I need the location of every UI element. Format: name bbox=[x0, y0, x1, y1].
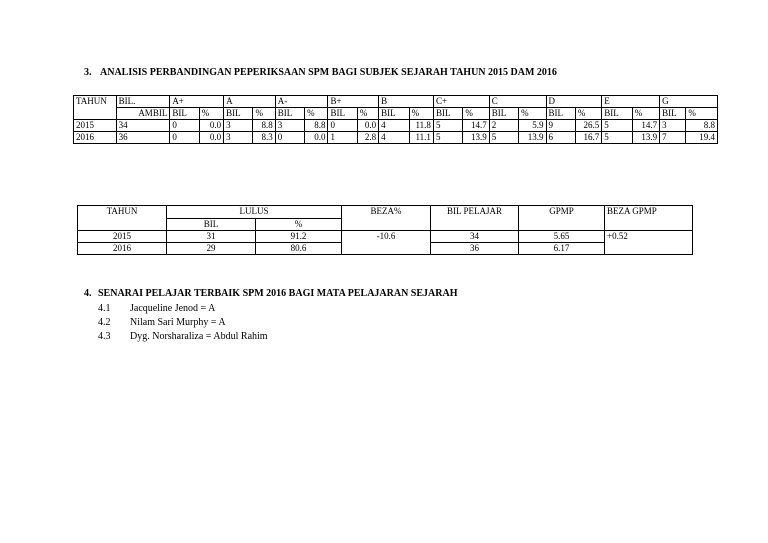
lulus-bil-cell: 29 bbox=[167, 243, 256, 255]
grade-bil-subheader: BIL bbox=[275, 108, 304, 120]
gpmp-cell: 5.65 bbox=[519, 231, 605, 243]
grade-bil-subheader: BIL bbox=[489, 108, 518, 120]
grade-bil-subheader: BIL bbox=[379, 108, 409, 120]
grade-pct-subheader: % bbox=[575, 108, 601, 120]
grade-pct-cell: 19.4 bbox=[686, 132, 718, 144]
grade-pct-subheader: % bbox=[253, 108, 275, 120]
lulus-bil-header: BIL bbox=[167, 219, 256, 231]
grade-pct-subheader: % bbox=[409, 108, 433, 120]
bil-pelajar-cell: 36 bbox=[431, 243, 519, 255]
grade-bil-cell: 0 bbox=[328, 120, 357, 132]
table-row bbox=[78, 231, 693, 243]
beza-gpmp-cell: +0.52 bbox=[605, 231, 693, 255]
grade-pct-cell: 2.8 bbox=[357, 132, 378, 144]
gpmp-header: GPMP bbox=[519, 206, 605, 231]
grade-bil-subheader: BIL bbox=[546, 108, 575, 120]
pass-summary-table bbox=[77, 205, 693, 255]
grade-bil-cell: 3 bbox=[224, 120, 253, 132]
gpmp-cell: 6.17 bbox=[519, 243, 605, 255]
year-cell: 2016 bbox=[78, 243, 167, 255]
grade-header: E bbox=[602, 96, 660, 108]
grade-bil-cell: 3 bbox=[660, 120, 686, 132]
list-item-number: 4.2 bbox=[98, 317, 111, 328]
grade-bil-cell: 7 bbox=[660, 132, 686, 144]
grade-header: A- bbox=[275, 96, 328, 108]
ambil-header: AMBIL bbox=[116, 108, 170, 120]
grade-header: A bbox=[224, 96, 276, 108]
grade-pct-subheader: % bbox=[305, 108, 328, 120]
summary-header-row bbox=[78, 206, 693, 219]
grade-pct-cell: 13.9 bbox=[519, 132, 546, 144]
tahun-header: TAHUN bbox=[78, 206, 167, 231]
lulus-pct-cell: 91.2 bbox=[256, 231, 342, 243]
section-4-heading bbox=[84, 288, 457, 299]
list-item bbox=[98, 302, 268, 316]
grade-bil-subheader: BIL bbox=[660, 108, 686, 120]
grade-header: A+ bbox=[170, 96, 224, 108]
year-cell: 2015 bbox=[78, 231, 167, 243]
grade-bil-cell: 6 bbox=[546, 132, 575, 144]
grade-header: D bbox=[546, 96, 602, 108]
grade-bil-subheader: BIL bbox=[224, 108, 253, 120]
grade-bil-cell: 3 bbox=[275, 120, 304, 132]
grade-bil-subheader: BIL bbox=[433, 108, 462, 120]
grade-bil-cell: 5 bbox=[433, 132, 462, 144]
section-3-title: ANALISIS PERBANDINGAN PEPERIKSAAN SPM BAGI SUBJEK SEJARAH TAHUN 2015 DAM 2016 bbox=[100, 67, 557, 78]
grade-pct-cell: 5.9 bbox=[519, 120, 546, 132]
grade-header: B bbox=[379, 96, 434, 108]
grade-bil-cell: 9 bbox=[546, 120, 575, 132]
list-item-text: Jacqueline Jenod = A bbox=[130, 303, 216, 314]
grade-table-subheader-row bbox=[74, 108, 718, 120]
section-3-heading bbox=[84, 67, 557, 78]
grade-bil-cell: 3 bbox=[224, 132, 253, 144]
grade-header: C bbox=[489, 96, 546, 108]
grade-bil-cell: 0 bbox=[275, 132, 304, 144]
grade-table-header-row bbox=[74, 96, 718, 108]
list-item-number: 4.3 bbox=[98, 331, 111, 342]
grade-pct-cell: 16.7 bbox=[575, 132, 601, 144]
list-item bbox=[98, 330, 268, 344]
ambil-cell: 36 bbox=[116, 132, 170, 144]
grade-pct-cell: 0.0 bbox=[199, 132, 223, 144]
grade-pct-cell: 26.5 bbox=[575, 120, 601, 132]
grade-pct-cell: 14.7 bbox=[632, 120, 659, 132]
table-row bbox=[74, 120, 718, 132]
grade-header: B+ bbox=[328, 96, 379, 108]
lulus-pct-header: % bbox=[256, 219, 342, 231]
grade-header: C+ bbox=[433, 96, 489, 108]
bil-header: BIL. bbox=[116, 96, 170, 108]
grade-pct-cell: 14.7 bbox=[463, 120, 489, 132]
grade-pct-subheader: % bbox=[199, 108, 223, 120]
section-3-number: 3. bbox=[84, 67, 92, 78]
grade-pct-subheader: % bbox=[463, 108, 489, 120]
grade-bil-cell: 0 bbox=[170, 120, 199, 132]
best-students-list bbox=[98, 302, 268, 344]
beza-cell: -10.6 bbox=[342, 231, 431, 255]
lulus-pct-cell: 80.6 bbox=[256, 243, 342, 255]
grade-bil-cell: 5 bbox=[489, 132, 518, 144]
grade-pct-subheader: % bbox=[519, 108, 546, 120]
ambil-cell: 34 bbox=[116, 120, 170, 132]
bil-pelajar-header: BIL PELAJAR bbox=[431, 206, 519, 231]
grade-bil-subheader: BIL bbox=[170, 108, 199, 120]
grade-pct-subheader: % bbox=[632, 108, 659, 120]
section-4-number: 4. bbox=[84, 288, 92, 299]
beza-header: BEZA% bbox=[342, 206, 431, 231]
grade-pct-cell: 8.8 bbox=[686, 120, 718, 132]
lulus-bil-cell: 31 bbox=[167, 231, 256, 243]
year-cell: 2015 bbox=[74, 120, 117, 132]
grade-pct-cell: 0.0 bbox=[199, 120, 223, 132]
grade-pct-subheader: % bbox=[686, 108, 718, 120]
list-item bbox=[98, 316, 268, 330]
list-item-text: Dyg. Norsharaliza = Abdul Rahim bbox=[130, 331, 268, 342]
grade-pct-cell: 13.9 bbox=[463, 132, 489, 144]
table-row bbox=[74, 132, 718, 144]
grade-bil-cell: 1 bbox=[328, 132, 357, 144]
grade-bil-subheader: BIL bbox=[328, 108, 357, 120]
grade-bil-cell: 5 bbox=[602, 120, 632, 132]
grade-pct-cell: 8.8 bbox=[253, 120, 275, 132]
list-item-number: 4.1 bbox=[98, 303, 111, 314]
grade-pct-cell: 8.3 bbox=[253, 132, 275, 144]
grade-pct-cell: 0.0 bbox=[305, 132, 328, 144]
grade-pct-cell: 11.8 bbox=[409, 120, 433, 132]
bil-pelajar-cell: 34 bbox=[431, 231, 519, 243]
grade-bil-cell: 4 bbox=[379, 132, 409, 144]
grade-bil-cell: 5 bbox=[433, 120, 462, 132]
list-item-text: Nilam Sari Murphy = A bbox=[130, 317, 226, 328]
grade-analysis-table bbox=[73, 95, 718, 144]
section-4-title: SENARAI PELAJAR TERBAIK SPM 2016 BAGI MATA PELAJARAN SEJARAH bbox=[98, 288, 458, 299]
grade-pct-cell: 8.8 bbox=[305, 120, 328, 132]
beza-gpmp-header: BEZA GPMP bbox=[605, 206, 693, 231]
tahun-header: TAHUN bbox=[74, 96, 117, 120]
grade-header: G bbox=[660, 96, 718, 108]
grade-bil-cell: 2 bbox=[489, 120, 518, 132]
grade-bil-cell: 5 bbox=[602, 132, 632, 144]
year-cell: 2016 bbox=[74, 132, 117, 144]
grade-pct-cell: 0.0 bbox=[357, 120, 378, 132]
grade-bil-cell: 4 bbox=[379, 120, 409, 132]
lulus-header: LULUS bbox=[167, 206, 342, 219]
grade-bil-cell: 0 bbox=[170, 132, 199, 144]
grade-pct-subheader: % bbox=[357, 108, 378, 120]
grade-bil-subheader: BIL bbox=[602, 108, 632, 120]
grade-pct-cell: 13.9 bbox=[632, 132, 659, 144]
grade-pct-cell: 11.1 bbox=[409, 132, 433, 144]
